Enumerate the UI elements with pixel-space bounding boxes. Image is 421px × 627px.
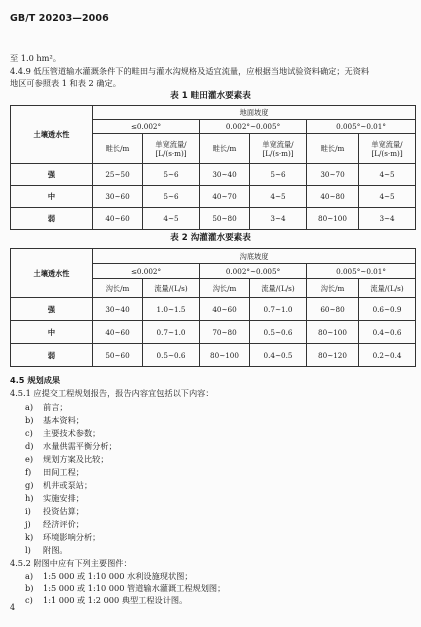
table1-slope-group: 0.002°~0.005°: [200, 120, 307, 134]
table1-row-soil: 中: [11, 186, 93, 208]
table2-col-flow: 流量/(L/s): [250, 279, 307, 298]
table-cell: 0.7~1.0: [143, 321, 200, 344]
table-row: [11, 164, 416, 186]
table2-slope-group: ≤0.002°: [93, 264, 200, 279]
list-item: g) 机井或泵站；: [25, 480, 93, 490]
table-cell: 30~40: [200, 164, 250, 186]
table1-soil-header: 土壤透水性: [11, 106, 93, 164]
table-cell: 40~60: [93, 321, 143, 344]
table-cell: 0.2~0.4: [359, 344, 416, 367]
table-cell: 0.4~0.5: [250, 344, 307, 367]
intro-line: 至 1.0 hm²。: [10, 53, 61, 63]
table2-col-length: 沟长/m: [200, 279, 250, 298]
table-cell: 70~80: [200, 321, 250, 344]
table1-row-soil: 强: [11, 164, 93, 186]
table-cell: 30~70: [307, 164, 359, 186]
table-cell: 0.7~1.0: [250, 298, 307, 321]
table-cell: 80~120: [307, 344, 359, 367]
clause-4-5-1: 4.5.1 应提交工程规划报告，报告内容宜包括以下内容：: [10, 388, 214, 398]
table-cell: 40~70: [200, 186, 250, 208]
list-item: d) 水量供需平衡分析；: [25, 441, 117, 451]
list-item: a) 1:5 000 或 1:10 000 水利设施现状图；: [25, 571, 193, 581]
table1-furrow-border-elements: [10, 105, 416, 230]
table1-col-flow: 单宽流量/ [L/(s·m)]: [143, 134, 200, 164]
list-item: a) 前言；: [25, 402, 68, 412]
clause-4-4-9-line2: 地区可参照表 1 和表 2 确定。: [10, 78, 121, 88]
list-item: h) 实施安排；: [25, 493, 84, 503]
clause-4-4-9-line1: 4.4.9 低压管道输水灌溉条件下的畦田与灌水沟规格及适宜流量，应根据当地试验资料确定；无资料: [10, 66, 370, 76]
table-cell: 30~40: [93, 298, 143, 321]
table2-row-soil: 中: [11, 321, 93, 344]
table2-furrow-irrigation-elements: [10, 248, 416, 367]
table2-row-soil: 弱: [11, 344, 93, 367]
table-cell: 5~6: [250, 164, 307, 186]
table-row: [11, 344, 416, 367]
table-cell: 80~100: [200, 344, 250, 367]
table1-slope-group: ≤0.002°: [93, 120, 200, 134]
list-item: c) 1:1 000 或 1:2 000 典型工程设计图。: [25, 595, 188, 605]
table2-col-length: 沟长/m: [307, 279, 359, 298]
table-row: [11, 321, 416, 344]
table-cell: 25~50: [93, 164, 143, 186]
list-item: f) 田间工程；: [25, 467, 84, 477]
table2-slope-group: 0.005°~0.01°: [307, 264, 416, 279]
table-row: [11, 298, 416, 321]
table2-col-flow: 流量/(L/s): [143, 279, 200, 298]
list-item: c) 主要技术参数；: [25, 428, 101, 438]
table-cell: 4~5: [250, 186, 307, 208]
list-item: i) 投资估算；: [25, 506, 84, 516]
table-cell: 4~5: [359, 186, 416, 208]
table-cell: 1.0~1.5: [143, 298, 200, 321]
section-4-5-heading: 4.5 规划成果: [10, 375, 61, 385]
table-cell: 5~6: [143, 164, 200, 186]
table-cell: 5~6: [143, 186, 200, 208]
table-cell: 80~100: [307, 321, 359, 344]
table1-row-soil: 弱: [11, 208, 93, 230]
table2-soil-header: 土壤透水性: [11, 249, 93, 298]
table-cell: 4~5: [143, 208, 200, 230]
table1-col-length: 畦长/m: [307, 134, 359, 164]
table2-slope-header: 沟底坡度: [93, 249, 416, 264]
table2-title: 表 2 沟灌灌水要素表: [170, 233, 251, 243]
list-item: b) 1:5 000 或 1:10 000 管道输水灌溉工程规划图；: [25, 583, 226, 593]
table-cell: 0.5~0.6: [143, 344, 200, 367]
table-cell: 3~4: [250, 208, 307, 230]
table-cell: 50~80: [200, 208, 250, 230]
list-item: e) 规划方案及比较；: [25, 454, 109, 464]
table1-slope-group: 0.005°~0.01°: [307, 120, 416, 134]
table-cell: 3~4: [359, 208, 416, 230]
table2-col-length: 沟长/m: [93, 279, 143, 298]
table-cell: 0.4~0.6: [359, 321, 416, 344]
table1-title: 表 1 畦田灌水要素表: [170, 91, 251, 101]
standard-code: GB/T 20203—2006: [10, 13, 109, 24]
table-cell: 40~60: [93, 208, 143, 230]
table-cell: 40~80: [307, 186, 359, 208]
table-cell: 80~100: [307, 208, 359, 230]
table-cell: 4~5: [359, 164, 416, 186]
table1-col-flow: 单宽流量/ [L/(s·m)]: [250, 134, 307, 164]
table2-col-flow: 流量/(L/s): [359, 279, 416, 298]
table-cell: 50~60: [93, 344, 143, 367]
table-cell: 0.6~0.9: [359, 298, 416, 321]
list-item: b) 基本资料；: [25, 415, 84, 425]
table2-row-soil: 强: [11, 298, 93, 321]
table1-col-length: 畦长/m: [93, 134, 143, 164]
table-cell: 40~60: [200, 298, 250, 321]
table-row: [11, 186, 416, 208]
table-cell: 30~60: [93, 186, 143, 208]
list-item: l) 附图。: [25, 545, 68, 555]
list-item: j) 经济评价；: [25, 519, 84, 529]
table-row: [11, 208, 416, 230]
list-item: k) 环境影响分析；: [25, 532, 101, 542]
table1-slope-header: 地面坡度: [93, 106, 416, 120]
table1-col-length: 畦长/m: [200, 134, 250, 164]
table-cell: 0.5~0.6: [250, 321, 307, 344]
table2-slope-group: 0.002°~0.005°: [200, 264, 307, 279]
clause-4-5-2: 4.5.2 附图中应有下列主要图件：: [10, 558, 132, 568]
page-number: 4: [10, 603, 16, 612]
table-cell: 60~80: [307, 298, 359, 321]
table1-col-flow: 单宽流量/ [L/(s·m)]: [359, 134, 416, 164]
